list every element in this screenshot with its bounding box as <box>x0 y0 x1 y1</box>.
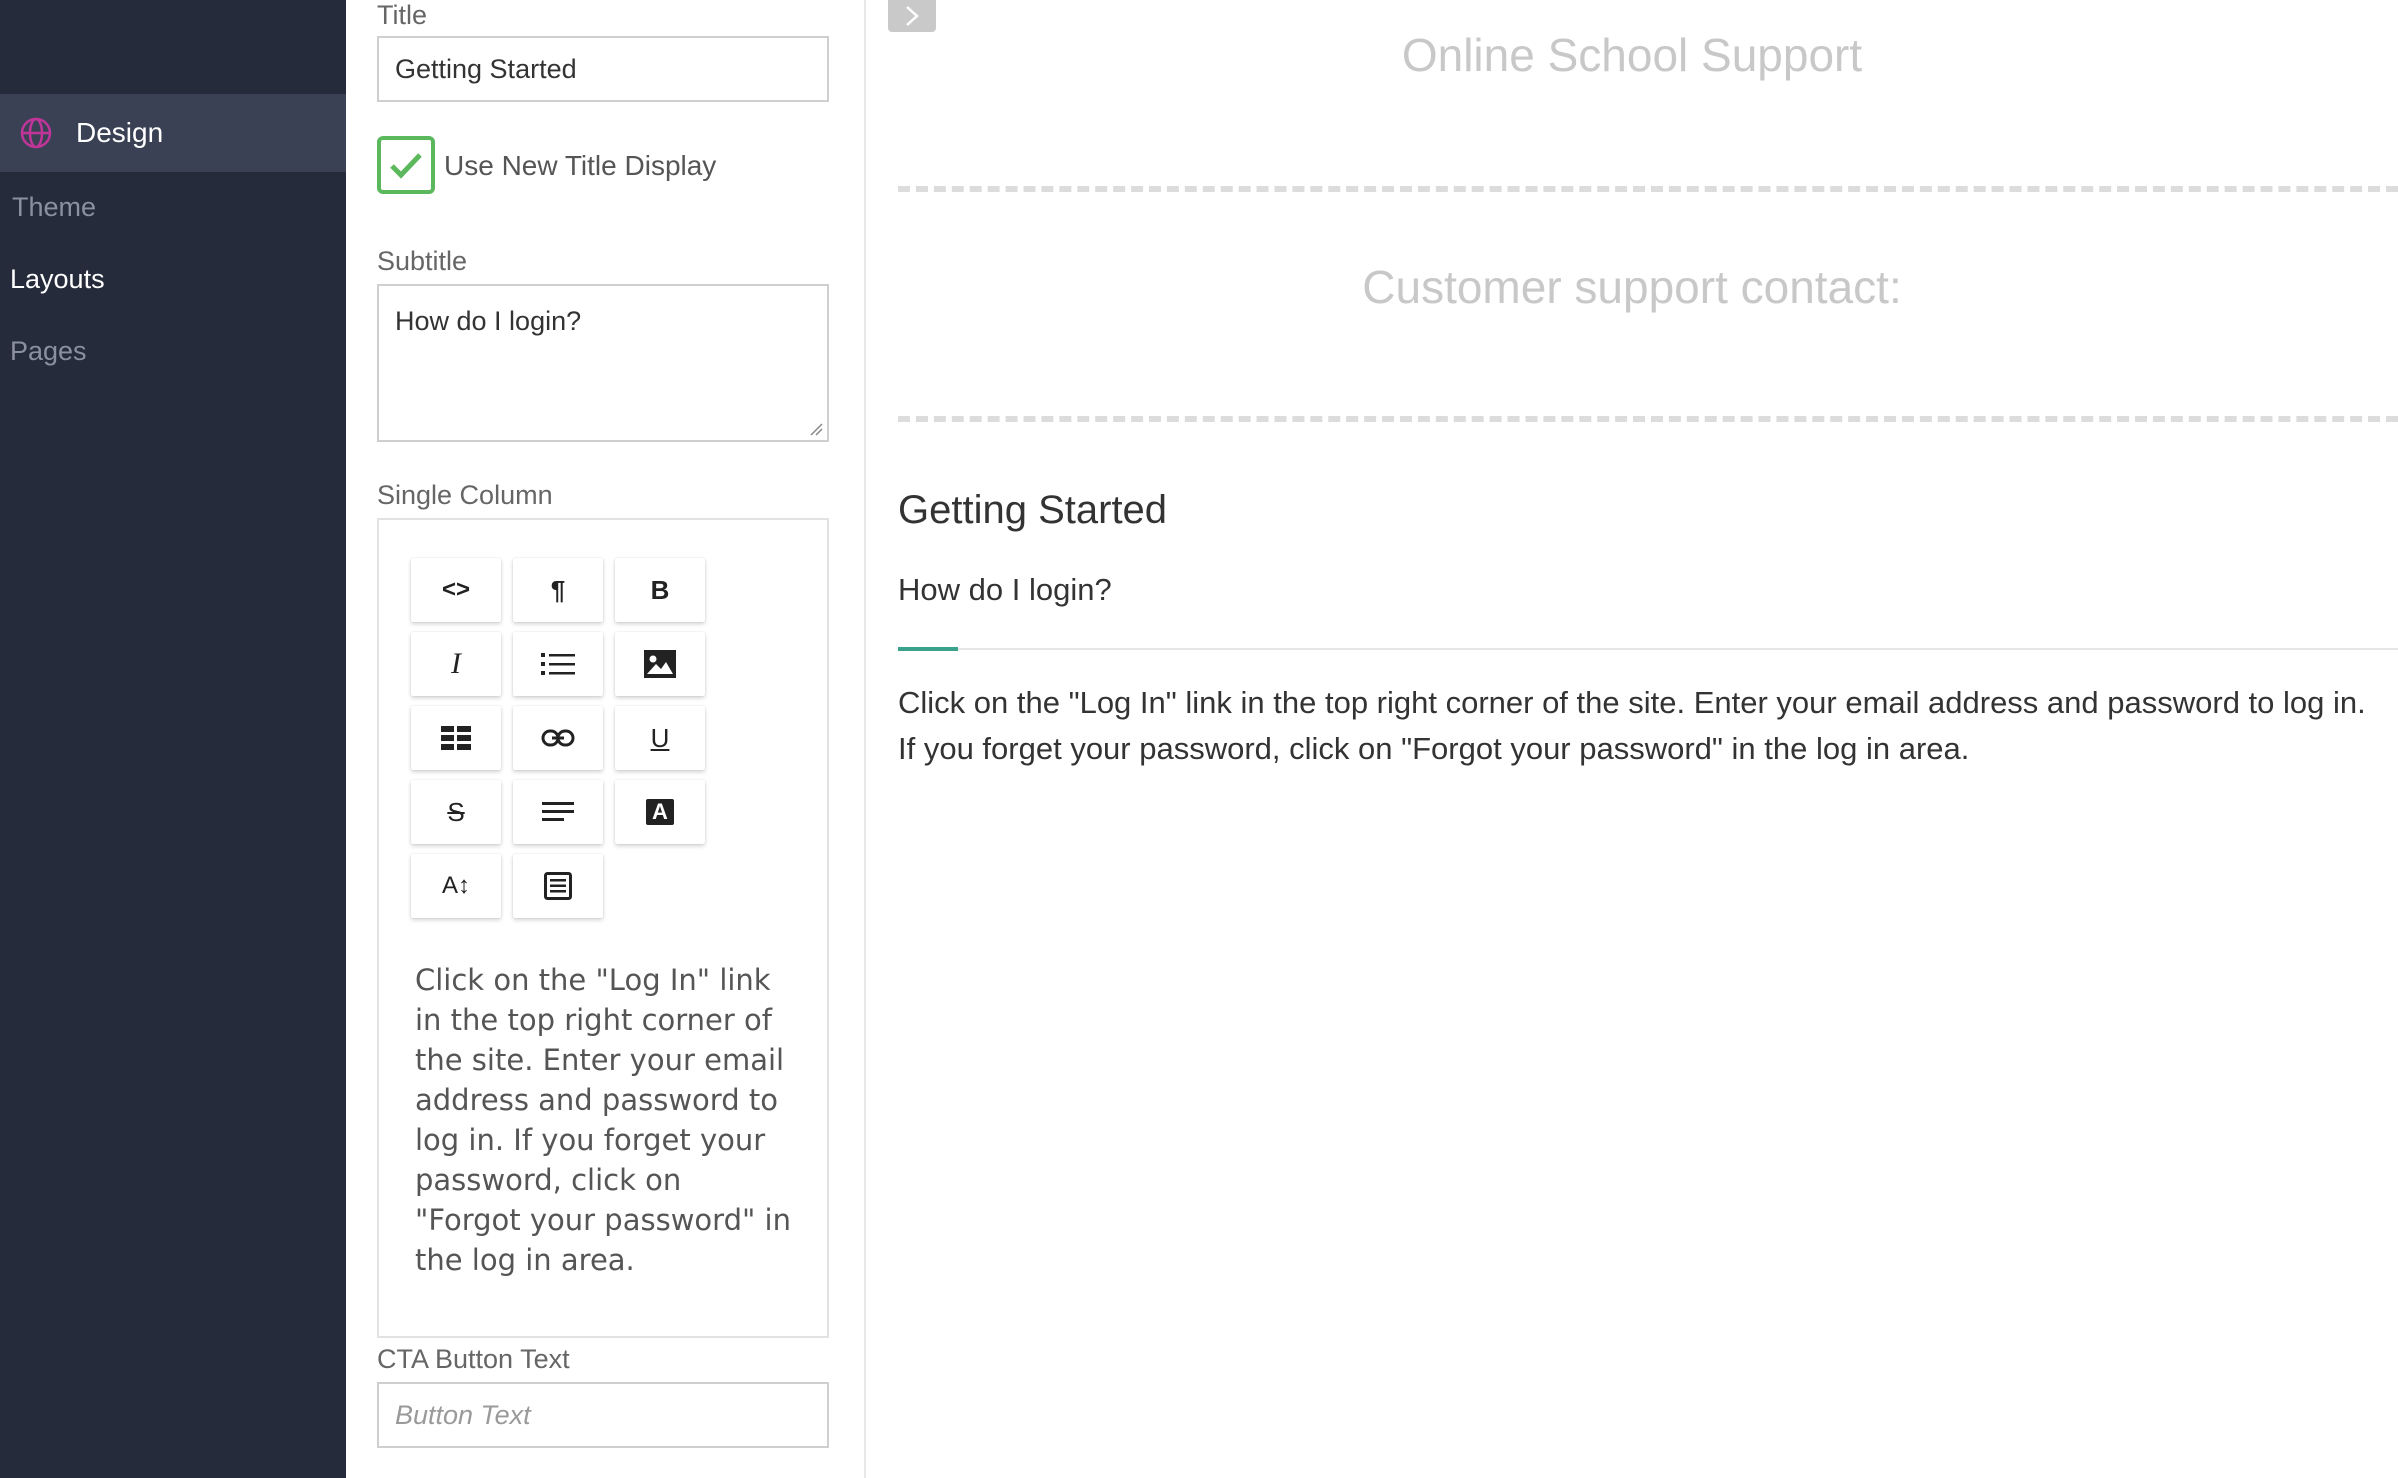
single-column-label: Single Column <box>377 480 553 510</box>
bold-icon: B <box>650 574 670 605</box>
code-view-button[interactable] <box>411 558 501 622</box>
source-button[interactable] <box>513 854 603 918</box>
rich-text-content[interactable]: Click on the "Log In" link in the top right corner of the site. Enter your email address and password to log in. If you forget your password, click on "Forgot your password" in the log in area. <box>415 963 791 1277</box>
page-body: Click on the "Log In" link in the top right corner of the site. Enter your email address and password to log in. If you forget your password, click on "Forgot your password" in the log in area. <box>898 685 2366 766</box>
table-icon <box>441 726 471 750</box>
table-button[interactable] <box>411 706 501 770</box>
underline-button[interactable] <box>615 706 705 770</box>
italic-button[interactable] <box>411 632 501 696</box>
list-button[interactable] <box>513 632 603 696</box>
section-heading: Customer support contact: <box>1362 261 1902 313</box>
list-icon <box>541 651 575 677</box>
page-subtitle: How do I login? <box>898 572 1112 607</box>
sidebar-item-theme[interactable]: Theme <box>12 192 97 222</box>
sidebar-item-layouts[interactable]: Layouts <box>10 264 105 294</box>
image-icon <box>644 650 676 678</box>
text-color-icon: A <box>646 799 674 825</box>
divider-accent <box>898 647 958 651</box>
italic-icon: I <box>451 647 461 680</box>
cta-button-text-input[interactable]: Button Text <box>377 1382 829 1448</box>
site-title: Online School Support <box>1401 29 1863 81</box>
editor-panel <box>346 0 866 1478</box>
bold-button[interactable] <box>615 558 705 622</box>
paragraph-icon: ¶ <box>550 574 566 605</box>
content-divider <box>898 648 2398 650</box>
strikethrough-icon: S <box>447 796 465 827</box>
dashed-divider <box>898 416 2398 422</box>
sidebar-item-pages[interactable]: Pages <box>10 336 87 366</box>
subtitle-textarea[interactable] <box>377 284 829 442</box>
subtitle-label: Subtitle <box>377 246 468 276</box>
sidebar-item-design[interactable] <box>0 94 346 172</box>
globe-icon <box>18 115 54 151</box>
align-left-icon <box>542 801 574 823</box>
sidebar <box>0 0 346 1478</box>
page-title: Getting Started <box>898 488 1168 532</box>
document-icon <box>544 872 572 900</box>
chevron-right-icon <box>904 5 920 27</box>
sidebar-item-label: Design <box>76 117 164 148</box>
font-size-icon: A↕ <box>441 872 470 899</box>
text-color-button[interactable] <box>615 780 705 844</box>
link-button[interactable] <box>513 706 603 770</box>
rich-text-editor <box>377 518 829 1338</box>
align-button[interactable] <box>513 780 603 844</box>
cta-label: CTA Button Text <box>377 1344 570 1374</box>
check-icon <box>388 150 424 180</box>
link-icon <box>541 728 575 748</box>
title-input[interactable]: Getting Started <box>377 36 829 102</box>
underline-icon: U <box>650 722 670 753</box>
subtitle-value: How do I login? <box>395 306 582 336</box>
preview-panel <box>866 0 2398 1478</box>
title-label: Title <box>377 0 428 30</box>
dashed-divider <box>898 186 2398 192</box>
resize-grip-icon[interactable] <box>809 422 823 436</box>
strikethrough-button[interactable] <box>411 780 501 844</box>
font-size-button[interactable] <box>411 854 501 918</box>
image-button[interactable] <box>615 632 705 696</box>
title-display-checkbox[interactable] <box>377 136 435 194</box>
paragraph-button[interactable] <box>513 558 603 622</box>
title-display-label: Use New Title Display <box>444 150 717 181</box>
code-icon: <> <box>441 576 471 603</box>
